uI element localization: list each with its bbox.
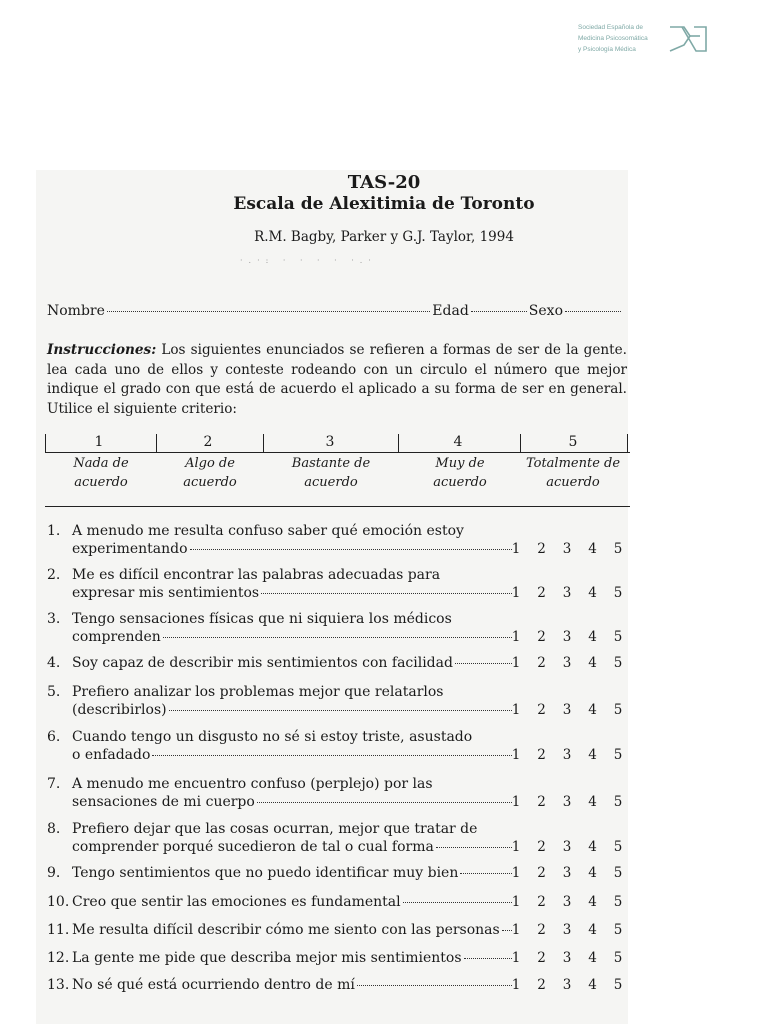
- leader-dots: [163, 637, 512, 638]
- leader-dots: [464, 958, 512, 959]
- response-options: [507, 893, 627, 911]
- scale-label-line: Algo de: [185, 456, 235, 471]
- response-option[interactable]: 1: [511, 655, 521, 671]
- response-option[interactable]: 2: [537, 585, 546, 601]
- scale-label-line: acuerdo: [304, 475, 358, 490]
- society-name: [578, 22, 648, 55]
- scale-divider: [627, 434, 628, 452]
- item-number: 5.: [47, 684, 61, 700]
- response-option[interactable]: 5: [613, 585, 623, 601]
- response-option[interactable]: 4: [588, 702, 597, 718]
- response-option[interactable]: 5: [613, 655, 623, 671]
- sexo-field[interactable]: [565, 311, 621, 312]
- item-text-line: Me resulta difícil describir cómo me siento con las personas: [72, 922, 500, 938]
- item-text-line: Prefiero analizar los problemas mejor que relatarlos: [72, 684, 444, 700]
- response-options: [507, 654, 627, 672]
- response-option[interactable]: 4: [588, 839, 597, 855]
- instructions: [47, 341, 627, 419]
- item-text-line: Cuando tengo un disgusto no sé si estoy triste, asustado: [72, 729, 473, 745]
- response-option[interactable]: 4: [588, 950, 597, 966]
- item-text: [72, 728, 514, 764]
- response-options: [507, 838, 627, 856]
- item-number: 8.: [47, 821, 61, 837]
- response-option[interactable]: 4: [588, 977, 597, 993]
- nombre-field[interactable]: [107, 311, 430, 312]
- response-option[interactable]: 2: [537, 747, 546, 763]
- response-options: [507, 540, 627, 558]
- item-text-line: La gente me pide que describa mejor mis sentimientos: [72, 950, 462, 966]
- item-text: [72, 610, 514, 646]
- item-text: [72, 820, 514, 856]
- response-options: [507, 628, 627, 646]
- response-option[interactable]: 3: [562, 655, 572, 671]
- response-option[interactable]: 1: [511, 541, 521, 557]
- response-option[interactable]: 1: [511, 747, 521, 763]
- response-option[interactable]: 3: [562, 794, 572, 810]
- response-option[interactable]: 2: [537, 950, 546, 966]
- leader-dots: [460, 873, 512, 874]
- scale-label-line: acuerdo: [546, 475, 600, 490]
- leader-dots: [190, 549, 512, 550]
- item-text-line: sensaciones de mi cuerpo: [72, 794, 255, 810]
- response-scale: [45, 432, 630, 512]
- response-option[interactable]: 2: [537, 894, 546, 910]
- response-option[interactable]: 5: [613, 702, 623, 718]
- response-options: [507, 949, 627, 967]
- item-number: 1.: [47, 523, 61, 539]
- item-text: [72, 683, 514, 719]
- leader-dots: [436, 847, 512, 848]
- response-option[interactable]: 3: [562, 865, 572, 881]
- item-text: [72, 775, 514, 811]
- response-option[interactable]: 3: [562, 629, 572, 645]
- response-option[interactable]: 5: [613, 865, 623, 881]
- nombre-label: Nombre: [47, 303, 105, 319]
- scale-label-line: acuerdo: [433, 475, 487, 490]
- item-text-line: Creo que sentir las emociones es fundamental: [72, 894, 401, 910]
- form-authors: R.M. Bagby, Parker y G.J. Taylor, 1994: [254, 229, 514, 245]
- scale-label: [513, 454, 633, 492]
- leader-dots: [152, 755, 512, 756]
- response-options: [507, 701, 627, 719]
- item-text: [72, 949, 514, 967]
- response-option[interactable]: 1: [511, 922, 521, 938]
- leader-dots: [257, 802, 512, 803]
- response-option[interactable]: 2: [537, 865, 546, 881]
- response-option[interactable]: 4: [588, 541, 597, 557]
- scan-specks: ·.·: · · · · ·.·: [240, 256, 377, 265]
- scale-number: 4: [453, 434, 463, 450]
- item-text-line: Soy capaz de describir mis sentimientos con facilidad: [72, 655, 453, 671]
- response-option[interactable]: 3: [562, 747, 572, 763]
- response-option[interactable]: 5: [613, 977, 623, 993]
- item-text-line: Tengo sensaciones físicas que ni siquiera los médicos: [72, 611, 452, 627]
- item-number: 7.: [47, 776, 61, 792]
- scale-number: 2: [203, 434, 213, 450]
- scale-number: 1: [94, 434, 104, 450]
- response-option[interactable]: 1: [511, 629, 521, 645]
- response-options: [507, 921, 627, 939]
- society-emblem-icon: [668, 24, 708, 54]
- item-text-line: comprenden: [72, 629, 161, 645]
- society-logo: [578, 22, 718, 56]
- item-text-line: A menudo me resulta confuso saber qué emoción estoy: [72, 523, 464, 539]
- item-text-line: A menudo me encuentro confuso (perplejo) por las: [72, 776, 433, 792]
- item-number: 10.: [47, 894, 70, 910]
- response-options: [507, 746, 627, 764]
- item-text: [72, 893, 514, 911]
- response-option[interactable]: 4: [588, 585, 597, 601]
- scale-divider: [263, 434, 264, 452]
- item-number: 11.: [47, 922, 70, 938]
- response-option[interactable]: 3: [562, 950, 572, 966]
- response-option[interactable]: 3: [562, 541, 572, 557]
- response-option[interactable]: 3: [562, 894, 572, 910]
- response-option[interactable]: 4: [588, 794, 597, 810]
- response-options: [507, 793, 627, 811]
- form-title: TAS-20: [347, 172, 421, 193]
- scale-divider: [398, 434, 399, 452]
- response-option[interactable]: 2: [537, 922, 546, 938]
- scale-number: 5: [568, 434, 578, 450]
- scale-divider: [45, 434, 46, 452]
- instructions-label: Instrucciones:: [47, 342, 157, 358]
- response-option[interactable]: 5: [613, 922, 623, 938]
- item-number: 4.: [47, 655, 61, 671]
- scale-label: [400, 454, 520, 492]
- society-name-line: Medicina Psicosomática: [578, 35, 648, 42]
- response-option[interactable]: 2: [537, 702, 546, 718]
- response-option[interactable]: 2: [537, 839, 546, 855]
- item-number: 9.: [47, 865, 61, 881]
- response-option[interactable]: 1: [511, 839, 521, 855]
- leader-dots: [261, 593, 512, 594]
- item-text: [72, 522, 514, 558]
- response-option[interactable]: 4: [588, 865, 597, 881]
- item-text: [72, 654, 514, 672]
- response-option[interactable]: 3: [562, 702, 572, 718]
- scale-label-line: Bastante de: [291, 456, 371, 471]
- society-name-line: Sociedad Española de: [578, 24, 644, 31]
- scale-label-line: Muy de: [435, 456, 485, 471]
- item-text-line: expresar mis sentimientos: [72, 585, 260, 601]
- response-option[interactable]: 4: [588, 629, 597, 645]
- scale-label-line: Totalmente de: [525, 456, 621, 471]
- item-text: [72, 566, 514, 602]
- response-option[interactable]: 3: [562, 839, 572, 855]
- response-options: [507, 976, 627, 994]
- item-text-line: Prefiero dejar que las cosas ocurran, mejor que tratar de: [72, 821, 478, 837]
- scale-label-line: Nada de: [73, 456, 129, 471]
- edad-field[interactable]: [471, 311, 527, 312]
- scale-label: [41, 454, 161, 492]
- item-number: 2.: [47, 567, 61, 583]
- scale-number: 3: [325, 434, 335, 450]
- response-option[interactable]: 4: [588, 922, 597, 938]
- scale-label: [271, 454, 391, 492]
- society-name-line: y Psicología Médica: [578, 46, 636, 53]
- response-option[interactable]: 5: [613, 839, 623, 855]
- item-text: [72, 976, 514, 994]
- response-option[interactable]: 4: [588, 747, 597, 763]
- response-option[interactable]: 3: [562, 922, 572, 938]
- response-option[interactable]: 5: [613, 794, 623, 810]
- response-option[interactable]: 1: [511, 794, 521, 810]
- response-option[interactable]: 4: [588, 894, 597, 910]
- item-text-line: Me es difícil encontrar las palabras adecuadas para: [72, 567, 441, 583]
- response-option[interactable]: 2: [537, 794, 546, 810]
- item-text-line: No sé qué está ocurriendo dentro de mí: [72, 977, 355, 993]
- scale-bottom-rule: [45, 506, 630, 507]
- response-option[interactable]: 4: [588, 655, 597, 671]
- form-subtitle: Escala de Alexitimia de Toronto: [233, 194, 535, 214]
- leader-dots: [169, 710, 512, 711]
- response-option[interactable]: 1: [511, 702, 521, 718]
- response-options: [507, 864, 627, 882]
- item-number: 13.: [47, 977, 70, 993]
- item-text-line: experimentando: [72, 541, 188, 557]
- item-number: 3.: [47, 611, 61, 627]
- response-option[interactable]: 3: [562, 977, 572, 993]
- response-option[interactable]: 5: [613, 541, 623, 557]
- sexo-label: Sexo: [528, 303, 563, 319]
- edad-label: Edad: [432, 303, 469, 319]
- response-option[interactable]: 2: [537, 541, 546, 557]
- scale-label: [150, 454, 270, 492]
- leader-dots: [403, 902, 512, 903]
- item-text-line: comprender porqué sucedieron de tal o cual forma: [72, 839, 434, 855]
- response-option[interactable]: 2: [537, 629, 546, 645]
- scale-top-rule: [45, 452, 630, 453]
- item-text-line: o enfadado: [72, 747, 151, 763]
- item-text: [72, 864, 514, 882]
- response-option[interactable]: 5: [613, 629, 623, 645]
- item-number: 12.: [47, 950, 70, 966]
- response-option[interactable]: 3: [562, 585, 572, 601]
- response-option[interactable]: 1: [511, 894, 521, 910]
- leader-dots: [357, 985, 512, 986]
- instructions-text: Los siguientes enunciados se refieren a formas de ser de la gente. lea cada uno de ellos y conteste rodeando con un circulo el número que mejor indique el grado con que está de acuerdo el aplicado a su forma de ser en general. Utilice el siguiente criterio:: [47, 342, 627, 417]
- item-text-line: Tengo sentimientos que no puedo identificar muy bien: [72, 865, 459, 881]
- response-option[interactable]: 2: [537, 977, 546, 993]
- scale-label-line: acuerdo: [183, 475, 237, 490]
- personal-data-line: [47, 303, 623, 319]
- response-option[interactable]: 5: [613, 747, 623, 763]
- response-options: [507, 584, 627, 602]
- item-number: 6.: [47, 729, 61, 745]
- response-option[interactable]: 1: [511, 977, 521, 993]
- response-option[interactable]: 1: [511, 950, 521, 966]
- item-text-line: (describirlos): [72, 702, 167, 718]
- scale-divider: [156, 434, 157, 452]
- response-option[interactable]: 1: [511, 585, 521, 601]
- scale-divider: [520, 434, 521, 452]
- response-option[interactable]: 5: [613, 894, 623, 910]
- response-option[interactable]: 1: [511, 865, 521, 881]
- leader-dots: [455, 663, 512, 664]
- item-text: [72, 921, 514, 939]
- response-option[interactable]: 5: [613, 950, 623, 966]
- scale-label-line: acuerdo: [74, 475, 128, 490]
- response-option[interactable]: 2: [537, 655, 546, 671]
